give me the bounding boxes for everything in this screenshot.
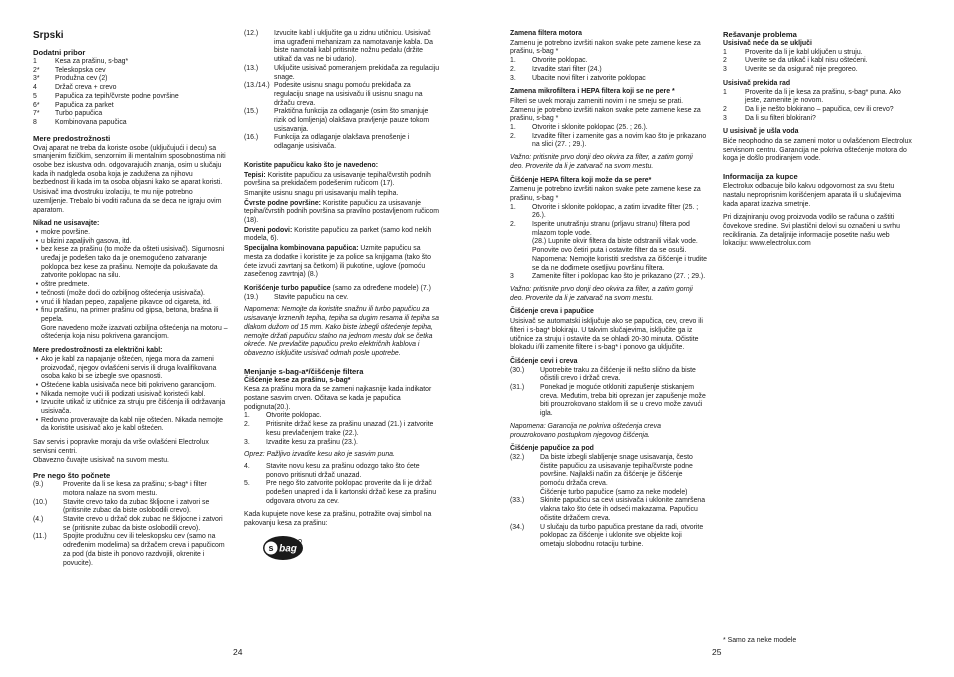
hose-cleaning-paragraph: Usisivač se automatski isključuje ako se papučica, cev, crevo ili filteri i s-bag* blokiraju. U takvim slučajevima, isključite ga iz utičnice za struju i ostavite da se ohladi 20-30 minuta. Očistite blokadu i/ili zamenite filtere i s-bag* i ponovo ga uključite. [510, 318, 703, 352]
list-item [33, 84, 229, 93]
turbo-heading-bold: Korišćenje turbo papučice [244, 284, 331, 292]
list-item [33, 481, 229, 498]
list-item [244, 480, 440, 506]
bullet-icon: • [35, 228, 39, 236]
item-text: Skinite papučicu sa cevi usisivača i uklonite zamršena vlakna tako što ćete ih odseći makazama. Papučicu očistite držačem creva. [540, 497, 706, 522]
svg-text:bag: bag [279, 543, 297, 555]
bullet-item [33, 299, 229, 308]
bullet-icon: • [35, 298, 39, 306]
item-text: Turbo papučica [55, 110, 103, 118]
list-item [244, 294, 440, 303]
item-text: Ponekad je moguće otkloniti zapušenje stiskanjem creva. Međutim, treba biti oprezan jer zapušenje može biti prouzrokovano staklom ili se u crevo može zavući igla. [540, 384, 706, 418]
bullet-text: Nikada nemojte vući ili podizati usisivač koristeći kabl. [41, 390, 206, 398]
item-text: Isperite unutrašnju stranu (prljavu stranu) filtera pod mlazom tople vode. (28.) Lupnite okvir filtera da biste odstranili višak vode. Ponovite ovo četiri puta i ostavite filter da se osuši. Napomena: Nemojte koristiti sredstva za čišćenje i trudite se da ne dođirnete osetljivu površinu filtera. [532, 221, 708, 272]
list-item [510, 384, 708, 419]
item-text: Otvorite i sklonite poklopac (25. ; 26.). [532, 124, 648, 132]
tip-label: Specijalna kombinovana papučica: [244, 245, 359, 253]
consumer-info-paragraph-2: Pri dizajniranju ovog proizvoda vodilo se računa o zaštiti čovekove sredine. Svi plastični delovi su označeni u svrhu reciklirania. Za detaljnije informacije posetite našu web lokaciju: www.electrolux.com [723, 214, 900, 248]
before-start-list [33, 481, 229, 568]
troubleshooting-heading: Rešavanje problema [723, 30, 797, 39]
footnote: * Samo za neke modele [723, 637, 797, 644]
list-item [723, 57, 915, 66]
hepa-heading: Čišćenje HEPA filtera koji može da se pere* [510, 176, 652, 184]
microfilter-heading: Zamena mikrofiltera i HEPA filtera koji se ne pere * [510, 88, 675, 96]
bullet-icon: • [35, 237, 39, 245]
tip-text: Smanjite usisnu snagu pri usisavanju malih tepiha. [244, 189, 399, 197]
bullet-icon: • [35, 390, 39, 398]
bag-change-caution: Oprez: Pažljivo izvadite kesu ako je sasvim puna. [244, 451, 395, 459]
item-text: Produžna cev (2) [55, 75, 108, 83]
tip-item [244, 227, 440, 244]
tip-text: Koristite papučicu za usisavanje tepiha/čvrstih podnih površina sa prekidačem podešenim ručicom (17). [244, 171, 431, 188]
tips-list [244, 172, 440, 280]
list-item [510, 57, 708, 66]
turbo-heading [244, 285, 440, 294]
bullet-icon: • [35, 399, 39, 407]
operation-list [244, 30, 440, 152]
floor-nozzle-heading: Čišćenje papučice za pod [510, 445, 594, 453]
item-number: 2. [510, 221, 516, 229]
page-number-right: 25 [712, 647, 722, 657]
list-item [723, 115, 915, 124]
item-text: Proverite da li je kesa za prašinu, s-bag* puna. Ako jeste, zamenite je novom. [745, 88, 901, 105]
item-number: (19.) [244, 293, 259, 301]
item-number: 3 [510, 273, 514, 281]
list-item [510, 204, 708, 221]
item-number: 3. [510, 74, 516, 82]
item-text: Kombinovana papučica [55, 118, 127, 126]
bag-change-heading: Menjanje s-bag-a*/čišćenje filtera [244, 366, 364, 376]
bullet-text: Ako je kabl za napajanje oštećen, njega mora da zameni proizvođač, njegov ovlašćeni servis ili druga kvalifikovana osoba kako bi se izbegle sve opasnosti. [41, 355, 217, 381]
item-text: Stavite novu kesu za prašinu odozgo tako što ćete ponovo pritisnuti držač unazad. [266, 462, 420, 479]
item-number: (32.) [510, 453, 525, 461]
list-item [244, 412, 440, 421]
list-item [723, 66, 915, 75]
list-item [33, 93, 229, 102]
item-number: 1 [723, 88, 727, 96]
bullet-text: tečnosti (može doći do ozbiljnog oštećenja usisivača). [41, 289, 205, 297]
item-text: Izvucite kabl i uključite ga u zidnu utičnicu. Usisivač ima ugrađeni mehanizam za namotavanje kabla. Da biste namotali kabl pritisnite nožnu pedalu (držite utikač da vas ne bi udario). [274, 30, 433, 64]
bullet-icon: • [35, 381, 39, 389]
never-vacuum-heading: Nikad ne usisavajte: [33, 220, 100, 228]
bullet-text: Izvucite utikač iz utičnice za struju pre čišćenja ili održavanja usisivača. [41, 399, 226, 416]
item-text: Izvadite kesu za prašinu (23.). [266, 438, 358, 446]
list-item [244, 421, 440, 438]
right-column-2 [723, 30, 915, 249]
bullet-icon: • [35, 246, 39, 254]
item-number: (13./14.) [244, 82, 270, 90]
safety-paragraph-1: Ovaj aparat ne treba da koriste osobe (uključujući i decu) sa smanjenim fizičkim, senzornim ili mentalnim sposobnostima niti osobe bez iskustva odn. odgovarajućih znanja, osim u slučaju kada ih nadgleda osoba koja je zadužena za njihovu bezbednost ili kada im ta osoba objasni kako se aparat koristi. [33, 144, 226, 187]
bullet-text: Redovno proveravajte da kabl nije oštećen. Nikada nemojte da koristite usisivač ako je kabl oštećen. [41, 416, 223, 433]
bullet-item [33, 399, 229, 416]
bag-change-steps-2 [244, 463, 440, 507]
page-number-left: 24 [233, 647, 243, 657]
item-number: 1. [510, 124, 516, 132]
item-number: (4.) [33, 516, 44, 524]
bullet-item [33, 246, 229, 281]
bullet-text: vruć ili hladan pepeo, zapaljene pikavce od cigareta, itd. [41, 298, 212, 306]
item-number: 3* [33, 75, 40, 83]
list-item [33, 102, 229, 111]
bullet-item [33, 356, 229, 382]
item-number: 2 [723, 57, 727, 65]
list-item [510, 75, 708, 84]
bag-clean-subheading: Čišćenje kese za prašinu, s-bag* [244, 376, 351, 384]
list-item [33, 533, 229, 568]
motor-filter-steps [510, 57, 708, 83]
tip-text: Koristite papučicu za parket (samo kod nekih modela, 6). [244, 226, 432, 243]
item-number: (10.) [33, 498, 48, 506]
bullet-text: u blizini zapaljivih gasova, itd. [41, 237, 132, 245]
tip-item [244, 200, 440, 226]
consumer-info-paragraph-1: Electrolux odbacuje bilo kakvu odgovornost za svu štetu nastalu neproprisnim korišćenjem aparata ili u slučajevima kada aparat izaziva smetnje. [723, 183, 902, 208]
item-text: Upotrebite traku za čišćenje ili nešto slično da biste očistili crevo i držač creva. [540, 366, 696, 383]
bullet-text: bez kese za prašinu (to može da ošteti usisivač). Sigurnosni uređaj je podešen tako da je onemogućeno zatvaranje poklopca bez kese za prašinu. Nemojte da pokušavate da zatvorite poklopac na silu. [41, 246, 225, 280]
list-item [33, 119, 229, 128]
tip-label: Čvrste podne površine: [244, 199, 321, 207]
item-text: Stavite papučicu na cev. [274, 293, 349, 301]
stops-list [723, 89, 915, 124]
list-item [510, 497, 708, 523]
item-number: 8 [33, 118, 37, 126]
item-number: 2. [510, 132, 516, 140]
bullet-item [33, 382, 229, 391]
tips-heading: Koristite papučicu kako što je navedeno: [244, 161, 379, 169]
bullet-text: oštre predmete. [41, 281, 90, 289]
item-number: (11.) [33, 533, 47, 541]
item-number: 5. [244, 480, 250, 488]
item-number: (12.) [244, 30, 259, 37]
item-text: Stavite crevo tako da zubac škljocne i zatvori se (pritisnite zubac da biste oslobodili crevo). [63, 498, 210, 515]
water-heading: U usisivač je ušla voda [723, 128, 799, 136]
item-text: Da li su filteri blokirani? [745, 114, 816, 122]
item-number: 3. [244, 438, 250, 446]
item-text: Ubacite novi filter i zatvorite poklopac [532, 74, 646, 82]
item-number: 5 [33, 92, 37, 100]
bullet-item [33, 307, 229, 342]
tip-item [244, 245, 440, 280]
list-item [33, 499, 229, 516]
item-number: 1. [510, 203, 516, 211]
item-number: 1 [723, 48, 727, 56]
item-number: 7* [33, 110, 40, 118]
list-item [33, 67, 229, 76]
item-text: Uključite usisivač pomeranjem prekidača za regulaciju snage. [274, 64, 440, 81]
safety-paragraph-2: Usisivač ima dvostruku izolaciju, te mu nije potrebno uzemljenje. Trebalo bi voditi računa da se deca ne igraju ovim aparatom. [33, 189, 222, 214]
bullet-text: finu prašinu, na primer prašinu od gipsa, betona, brašna ili pepela. Gore navedeno može izazvati ozbiljna oštećenja na motoru – oštećenja koja nisu pokrivena garancijom. [41, 307, 228, 341]
hepa-note: Važno: pritisnite prvo donji deo okvira za filter, a zatim gornji deo. Proverite da li je zatvarač na svom mestu. [510, 285, 693, 302]
middle-column [244, 30, 440, 565]
list-item [510, 454, 708, 498]
item-text: U slučaju da turbo papučica prestane da radi, otvorite poklopac za čišćenje i uklonite sve objekte koji ometaju slobodnu rotaciju turbine. [540, 523, 704, 548]
bullet-icon: • [35, 307, 39, 315]
electrical-heading: Mere predostrožnosti za električni kabl: [33, 347, 163, 355]
item-text: Papučica za parket [55, 101, 114, 109]
bullet-item [33, 417, 229, 434]
item-text: Proverite da li se kesa za prašinu; s-bag* i filter motora nalaze na svom mestu. [63, 481, 207, 497]
item-number: 6* [33, 101, 40, 109]
item-number: (33.) [510, 497, 525, 505]
item-number: 2* [33, 66, 40, 74]
item-number: 1 [33, 58, 37, 65]
tip-text: Uzmite papučicu sa mesta za dodatke i koristite je za police sa knjigama (tako što ćete izvući zavrtanj sa četkom) ili pukotine, uglove (pomoću zasečenog zavrtnja) (8.) [244, 245, 431, 279]
turbo-list [244, 294, 440, 303]
accessories-heading: Dodatni pribor [33, 48, 86, 57]
hose-cleaning-heading: Čišćenje creva i papučice [510, 308, 594, 316]
list-item [244, 439, 440, 448]
item-text: Proverite da li je kabl uključen u struju. [745, 48, 863, 56]
tube-cleaning-steps [510, 367, 708, 419]
microfilter-paragraph: Filteri se uvek moraju zameniti novim i ne smeju se prati. Zamenu je potrebno izvršiti nakon svake pete zamene kese za prašinu, s-bag * [510, 97, 701, 123]
item-number: (30.) [510, 366, 525, 374]
item-number: (16.) [244, 134, 259, 142]
list-item [244, 108, 440, 134]
item-number: 2. [510, 65, 516, 73]
turbo-note: Napomena: Nemojte da koristite snažnu ili turbo papučicu za usisavanje krznenih tepiha, tepiha sa dugim resama ili tepiha sa dlakom dužom od 15 mm. Kako biste izbegli oštećenje tepiha, nemojte držati papučicu stalno na jednom mestu dok se četka okreće. Ne prevlačite papučicu preko električnih kablova i obavezno isključite usisivač odmah posle upotrebe. [244, 306, 439, 357]
bullet-item [33, 391, 229, 400]
list-item [33, 58, 229, 67]
list-item [510, 66, 708, 75]
tip-text: Koristite papučicu za usisavanje tepiha/čvrstih podnih površina sa pravilno postavljenom ručicom (18). [244, 199, 439, 225]
accessories-list [33, 58, 229, 128]
bag-change-paragraph: Kesa za prašinu mora da se zameni najkasnije kada indikator postane sasvim crven. Očitava se kada je papučica podignuta(20.). [244, 386, 432, 411]
bullet-item [33, 281, 229, 290]
tube-cleaning-note: Napomena: Garancija ne pokriva oštećenja creva prouzrokovano postupkom njegovog čišćenja. [510, 422, 661, 439]
list-item [723, 49, 915, 58]
item-text: Spojite produžnu cev ili teleskopsku cev (samo na određenim modelima) sa držačem creva i papučicom za pod (da biste ih ponovo razdvojili, okrenite i povucite). [63, 533, 225, 567]
item-number: 1. [510, 57, 516, 65]
tip-label: Drveni podovi: [244, 226, 293, 234]
bullet-icon: • [35, 289, 39, 297]
item-text: Izvadite filter i zamenite gas a novim kao što je prikazano na slici (27. ; 29.). [532, 132, 707, 149]
item-text: Kesa za prašinu, s-bag* [55, 58, 129, 65]
item-number: 1. [244, 412, 250, 420]
item-text: Funkcija za odlaganje olakšava prenošenje i odlaganje usisivača. [274, 134, 410, 151]
list-item [510, 524, 708, 550]
list-item [33, 75, 229, 84]
bullet-icon: • [35, 281, 39, 289]
list-item [244, 134, 440, 151]
item-text: Pre nego što zatvorite poklopac proverite da li je držač podešen unapred i da li kartonski držač kese za prašinu odgovara otvoru za cev. [266, 480, 437, 505]
item-text: Zamenite filter i poklopac kao što je prikazano (27. ; 29.). [532, 273, 706, 281]
safety-heading: Mere predostrožnosti [33, 133, 111, 143]
bullet-icon: • [35, 416, 39, 424]
item-text: Otvorite poklopac. [266, 412, 322, 420]
list-item [33, 516, 229, 533]
item-text: Stavite crevo u držač dok zubac ne škljocne i zatvori se (pritisnite zubac da biste oslobodili crevo). [63, 516, 223, 532]
item-number: 2. [244, 421, 250, 429]
list-item [723, 106, 915, 115]
item-number: (31.) [510, 384, 525, 392]
service-paragraph: Sav servis i popravke moraju da vrše ovlašćeni Electrolux servisni centri. Obavezno čuvajte usisivač na suvom mestu. [33, 439, 209, 464]
item-text: Izvadite stari filter (24.) [532, 65, 602, 73]
floor-nozzle-steps [510, 454, 708, 550]
right-column-1 [510, 30, 708, 550]
item-number: 3 [723, 114, 727, 122]
item-text: Papučica za tepih/čvrste podne površine [55, 92, 179, 100]
bullet-text: mokre površine. [41, 228, 91, 236]
before-start-heading: Pre nego što počnete [33, 471, 111, 481]
item-text: Teleskopska cev [55, 66, 106, 74]
item-text: Da li je nešto blokirano – papučica, cev ili crevo? [745, 105, 894, 113]
tip-item [244, 172, 440, 189]
left-column [33, 30, 229, 568]
tube-cleaning-heading: Čišćenje cevi i creva [510, 357, 578, 365]
list-item [510, 133, 708, 150]
bag-change-steps [244, 412, 440, 447]
item-number: 3 [723, 66, 727, 74]
page-title: Srpski [33, 30, 64, 41]
motor-filter-paragraph: Zamenu je potrebno izvršiti nakon svake pete zamene kese za prašinu, s-bag * [510, 39, 701, 56]
item-number: 4. [244, 462, 250, 470]
item-text: Uverite se da osigurač nije pregoreo. [745, 66, 858, 74]
item-text: Pritisnite držač kese za prašinu unazad (21.) i zatvorite kesu prevlačenjem trake (22.). [266, 421, 434, 437]
stops-heading: Usisivač prekida rad [723, 79, 791, 87]
consumer-info-heading: Informacija za kupce [723, 172, 798, 182]
list-item [510, 367, 708, 384]
wont-start-heading: Usisivač neće da se uključi [723, 40, 812, 47]
item-text: Podesite usisnu snagu pomoću prekidača za regulaciju snage na usisivaču ili usisnu snagu na držaču creva. [274, 82, 423, 107]
svg-text:s: s [268, 542, 274, 553]
bullet-item [33, 290, 229, 299]
item-number: (13.) [244, 64, 259, 72]
list-item [510, 124, 708, 133]
microfilter-note: Važno: pritisnite prvo donji deo okvira za filter, a zatim gornji deo. Proverite da li je zatvarač na svom mestu. [510, 154, 693, 170]
item-text: Otvorite i sklonite poklopac, a zatim izvadite filter (25. ; 26.). [532, 203, 699, 220]
bullet-icon: • [35, 355, 39, 363]
electrical-list [33, 356, 229, 434]
list-item [510, 273, 708, 282]
item-number: 4 [33, 84, 37, 92]
item-text: Da biste izbegli slabljenje snage usisavanja, često čistite papučicu za usisavanje tepiha/čvrste podne površine. Najlakši način za čišćenje je čišćenje pomoću držača creva. Čišćenje turbo papučice (samo za neke modele) [540, 453, 693, 496]
bullet-item [33, 229, 229, 238]
list-item [244, 65, 440, 82]
list-item [244, 82, 440, 108]
microfilter-steps [510, 124, 708, 150]
hepa-steps [510, 204, 708, 282]
list-item [244, 30, 440, 65]
item-text: Uverite se da utikač i kabl nisu oštećeni. [745, 57, 868, 65]
s-bag-logo [262, 535, 304, 561]
list-item [33, 110, 229, 119]
hepa-paragraph: Zamenu je potrebno izvršiti nakon svake pete zamene kese za prašinu, s-bag * [510, 186, 701, 202]
item-number: (34.) [510, 523, 525, 531]
water-paragraph: Biće neophodno da se zameni motor u ovlašćenom Electrolux servisnom centru. Garancija ne pokriva oštećenje motora do koga je došlo prodiranjem vode. [723, 138, 912, 163]
tip-label: Tepisi: [244, 171, 266, 179]
item-number: (9.) [33, 481, 44, 489]
item-text: Otvorite poklopac. [532, 57, 588, 65]
never-vacuum-list [33, 229, 229, 342]
list-item [510, 221, 708, 273]
item-number: 2 [723, 105, 727, 113]
tip-item [244, 190, 440, 199]
list-item [244, 463, 440, 480]
item-text: Praktična funkcija za odlaganje (osim što smanjuje rizik od lomljenja) olakšava pravljenje pauze tokom usisavanja. [274, 108, 430, 133]
bullet-text: Oštećene kabla usisivača nece biti pokriveno garancijom. [41, 381, 217, 389]
buy-bags-paragraph: Kada kupujete nove kese za prašinu, potražite ovaj simbol na pakovanju kesa za prašinu: [244, 511, 432, 528]
wont-start-list [723, 49, 915, 75]
item-number: (15.) [244, 108, 259, 116]
list-item [723, 89, 915, 106]
motor-filter-heading: Zamena filtera motora [510, 30, 582, 37]
turbo-heading-rest: (samo za određene modele) (7.) [330, 284, 431, 292]
bullet-item [33, 238, 229, 247]
item-text: Držač creva + crevo [55, 84, 117, 92]
